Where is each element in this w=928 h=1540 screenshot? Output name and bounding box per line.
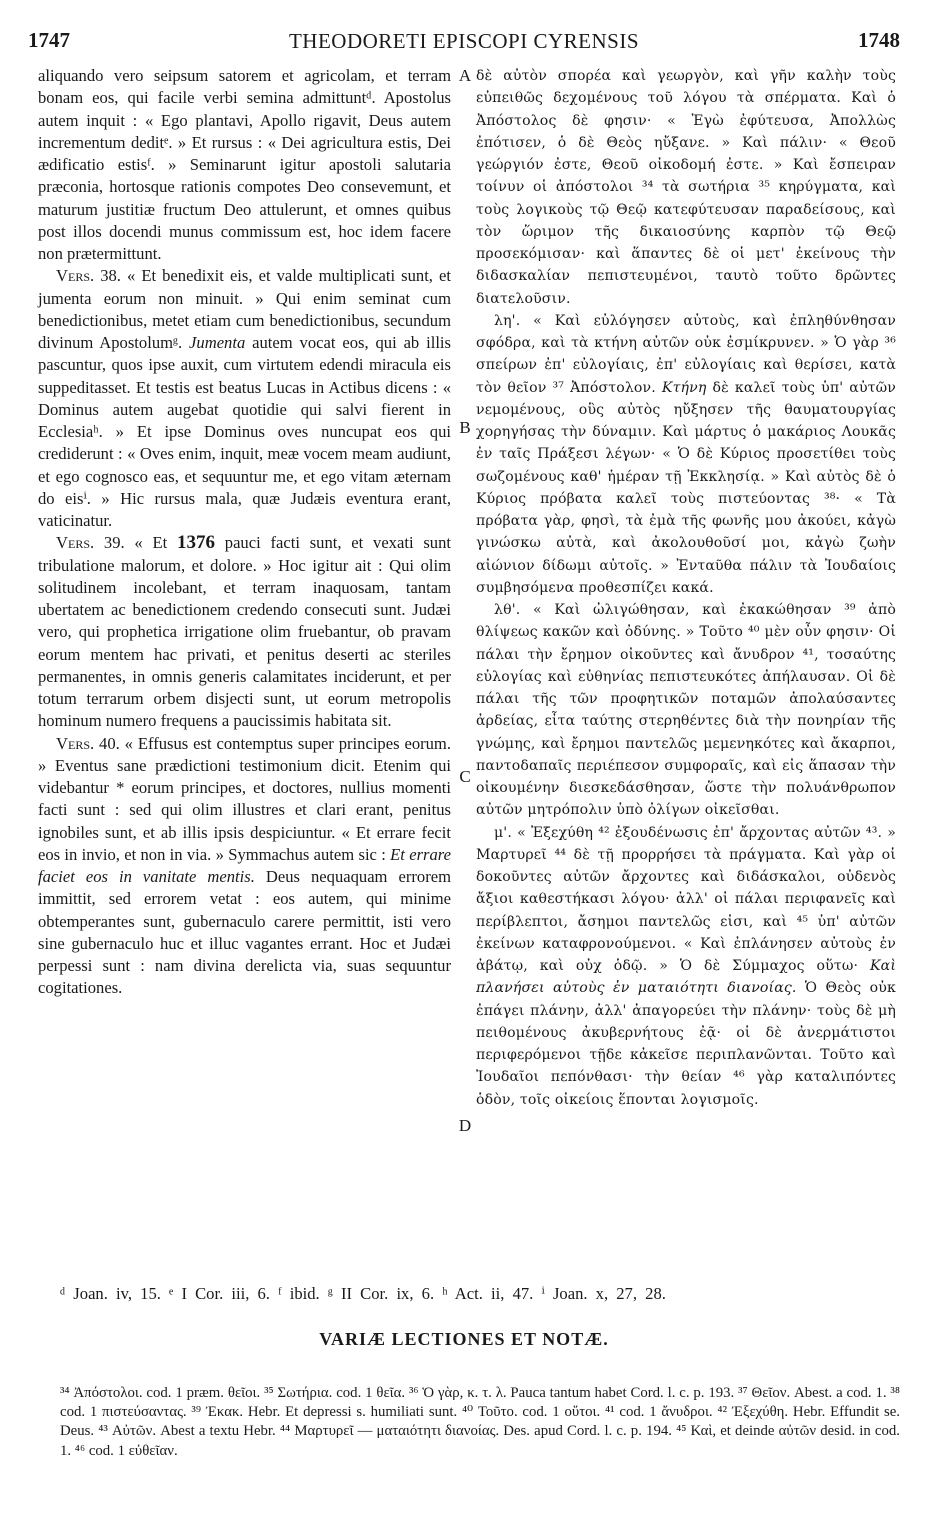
latin-verse-39 (38, 532, 451, 732)
greek-paragraph-1: δὲ αὐτὸν σπορέα καὶ γεωργὸν, καὶ γῆν καλὴν τοὺς εὐπειθῶς δεχομένους τοῦ λόγου τὰ σπέρματα. Καὶ ὁ Ἀπόστολος δὲ φησιν· « Ἐγὼ ἐφύτευσα, Ἀπολλὼς ἐπότισεν, ὁ δὲ Θεὸς ηὔξανε. » Καὶ πάλιν· « Θεοῦ γεώργιόν ἐστε, Θεοῦ οἰκοδομή ἐστε. » Καὶ ἔσπειραν τοίνυν οἱ ἀπόστολοι ³⁴ τὰ σωτήρια ³⁵ κηρύγματα, καὶ τοὺς λογικοὺς τῷ Θεῷ κατεφύτευσαν παραδείσους, καὶ τὸν ὥριμον τῆς δικαιοσύνης καρπὸν τῷ Θεῷ προσεκόμισαν· καὶ ἅπαντες δὲ οἱ μετ' ἐκείνους τὴν διδασκαλίαν πεπιστευμένοι, ταυτὸ τοῦτο δρῶντες διατελοῦσιν. (476, 68, 896, 307)
page-number-left: 1747 (28, 28, 70, 52)
page-header (28, 28, 900, 64)
verse-text: autem vocat eos, qui ab illis pascuntur, quos ipse auxit, cum virtutem edendi miracula eis suppeditasset. Et testis est beatus Lucas in Actibus dicens : « Dominus autem augebat quotidie qui salvi fierent in Ecclesiaʰ. » Et ipse Dominus oves nuncupat eos qui crediderunt : « Oves enim, inquit, meæ vocem meam audiunt, et ego cognosco eas, et sequuntur me, et ego vitam æternam do eisⁱ. » Hic rursus mala, quæ Judæis eventura erant, vaticinatur. (38, 333, 452, 530)
margin-letter-d: D (458, 1116, 472, 1135)
italic-text: Καὶ πλανήσει αὐτοὺς ἐν ματαιότητι διανοίας. (476, 958, 896, 997)
greek-verse-38 (476, 310, 896, 599)
verse-text: Ὁ Θεὸς οὐκ ἐπάγει πλάνην, ἀλλ' ἀπαγορεύει τὴν πλάνην· τοὺς δὲ μὴ πειθομένους ἀκυβερνήτους ἐᾷ· οἱ δὲ ἀνερμάτιστοι περιφερόμενοι τῇδε κἀκεῖσε περιπλανῶνται. Τοῦτο καὶ Ἰουδαῖοι πεπόνθασι· τὴν θείαν ⁴⁶ γὰρ καταλιπόντες ὁδὸν, τοῖς οἰκείοις ἕπονται λογισμοῖς. (476, 980, 896, 1108)
greek-verse-39: λθ'. « Καὶ ὠλιγώθησαν, καὶ ἐκακώθησαν ³⁹ ἀπὸ θλίψεως κακῶν καὶ ὀδύνης. » Τοῦτο ⁴⁰ μὲν οὖν φησιν· Οἱ πάλαι τὴν ἔρημον οἰκοῦντες καὶ ἄνυδρον ⁴¹, τοσαύτης εὐλογίας καὶ εὐθηνίας πεπιστευκότες ἀπήλαυσαν. Οἱ δὲ πάλαι τῆς τῶν προφητικῶν ποταμῶν ἀπολαύσαντες ἀρδείας, εἶτα ταύτης στερηθέντες διὰ τὴν πονηρίαν τῆς γνώμης, καὶ ἔρημοι παντελῶς μεμενηκότες καὶ ἄκαρποι, παντοδαπαῖς περιέπεσον συμφοραῖς, καὶ εἰς ἅπασαν τὴν οἰκουμένην διεσκεδάσθησαν, ὥστε τὴν πολυάνθρωπον αὐτῶν μητρόπολιν ὑπὸ ὀλίγων οἰκεῖσθαι. (476, 602, 896, 819)
verse-text: pauci facti sunt, et vexati sunt tribulatione malorum, et dolore. » Hoc igitur ait : Qui olim solitudinem incolebant, et terram inaquosam, tantam ubertatem ac benedictionem credendo consecuti sunt. Judæi vero, qui prophetica irrigatione olim fruebantur, ob pravam eorum mentem hac privati, et penitus deserti ac steriles permanentes, in omnis generis calamitates inciderunt, et per totum terrarum orbem disjecti sunt, ut eorum metropolis hominum numero frequens a paucissimis habitata sit. (38, 533, 451, 731)
latin-paragraph-1: aliquando vero seipsum satorem et agricolam, et terram bonam eos, qui facile verbi semina admittuntᵈ. Apostolus autem inquit : « Ego plantavi, Apollo rigavit, Deus autem incrementum deditᵉ. » Et rursus : « Dei agricultura estis, Dei ædificatio estisᶠ. » Seminarunt igitur apostoli salutaria præconia, hortosque rationis compotes Deo consevemunt, et maturum justitiæ fructum Deo attulerunt, et omnes quibus post illos docendi munus commissum est, hoc idem facere non prætermittunt. (38, 66, 451, 263)
margin-letter-c: C (459, 767, 471, 786)
varia-notes (60, 1384, 900, 1461)
verse-label: Vers. (56, 733, 95, 753)
margin-letter-a: A (458, 66, 472, 85)
italic-text: Κτήνη (661, 379, 707, 396)
verse-text: 40. « Effusus est contemptus super principes eorum. » Eventus sane prædictioni testimonium dicit. Etenim qui videbantur * eorum principes, et doctores, nullius momenti facti sunt : sed qui olim illustres et clari erant, penitus ignobiles sunt, et ab illis ipsis despiciuntur. « Et errare fecit eos in invio, et non in via. » Symmachus autem sic : (38, 733, 451, 864)
running-title: THEODORETI EPISCOPI CYRENSIS (288, 29, 640, 53)
verse-label: Vers. (56, 533, 95, 553)
latin-verse-40 (38, 733, 451, 1000)
italic-text: Et errare faciet eos in vanitate mentis. (38, 844, 451, 886)
verse-label: Vers. (56, 266, 95, 286)
footnotes: ᵈ Joan. iv, 15. ᵉ I Cor. iii, 6. ᶠ ibid. ᵍ II Cor. ix, 6. ʰ Act. ii, 47. ⁱ Joan. x, 27, 28. (60, 1284, 666, 1303)
italic-text: Jumenta (189, 333, 246, 352)
latin-verse-38 (38, 265, 451, 532)
verse-text: μ'. « Ἐξεχύθη ⁴² ἐξουδένωσις ἐπ' ἄρχοντας αὐτῶν ⁴³. » Μαρτυρεῖ ⁴⁴ δὲ τῇ προρρήσει τὰ πράγματα. Καὶ γὰρ οἱ δοκοῦντες αὐτῶν ἄρχοντες καὶ διδάσκαλοι, οὐδενὸς ἄξιοι καθεστήκασι λόγου· ἀλλ' οἱ πάλαι περιφανεῖς καὶ περίβλεπτοι, ἄσημοι παντελῶς εἰσι, καὶ ⁴⁵ ὑπ' αὐτῶν ἐκείνων καταφρονούμενοι. « Καὶ ἐπλάνησεν αὐτοὺς ἐν ἀβάτῳ, καὶ οὐχ ὁδῷ. » Ὁ δὲ Σύμμαχος οὕτω· (476, 824, 896, 974)
greek-column (476, 65, 896, 1111)
column-number: 1376 (177, 532, 215, 554)
varia-title: VARIÆ LECTIONES ET NOTÆ. (319, 1329, 609, 1349)
verse-text: δὲ καλεῖ τοὺς ὑπ' αὐτῶν νεμομένους, οὓς αὐτὸς ηὔξησεν τῆς θαυματουργίας χορηγήσας τὴν δύναμιν. Καὶ μάρτυς ὁ μακάριος Λουκᾶς ἐν ταῖς Πράξεσι λέγων· « Ὁ δὲ Κύριος προσετίθει τοὺς σωζομένους καθ' ἡμέραν τῇ Ἐκκλησίᾳ. » Καὶ αὐτὸς δὲ ὁ Κύριος πρόβατα καλεῖ τοὺς πιστεύοντας ³⁸· « Τὰ πρόβατα γὰρ, φησὶ, τὰ ἐμὰ τῆς φωνῆς μου ἀκούει, κἀγὼ γινώσκω αὐτὰ, καὶ ἀκολουθοῦσί μοι, κἀγὼ ζωὴν αἰώνιον δίδωμι αὐτοῖς. » Ἐνταῦθα πάλιν τὰ Ἰουδαίοις συμβησόμενα προθεσπίζει κακά. (476, 379, 896, 596)
margin-letter-b: B (459, 418, 471, 437)
verse-text: Deus nequaquam errorem immittit, sed errorem vetat : eos autem, qui minime obtemperantes sunt, gubernaculo carere permittit, isti vero sine gubernaculo huc et illuc vagantes errant. Hoc et Judæi perpessi sunt : nam divina derelicta via, suas sequuntur cogitationes. (38, 867, 451, 998)
verse-text: 38. « Et benedixit eis, et valde multiplicati sunt, et jumenta eorum non minuit. » Qui enim seminat cum benedictionibus, metet etiam cum benedictionibus, secundum divinum Apostolumᵍ. (38, 266, 451, 352)
verse-text: 39. « Et (94, 533, 177, 553)
varia-text: ³⁴ Ἀπόστολοι. cod. 1 præm. θεῖοι. ³⁵ Σωτήρια. cod. 1 θεῖα. ³⁶ Ὁ γὰρ, κ. τ. λ. Pauca tantum habet Cord. l. c. p. 193. ³⁷ Θεῖον. Abest. a cod. 1. ³⁸ cod. 1 πιστεύσαντας. ³⁹ Ἐκακ. Hebr. Et depressi s. humiliati sunt. ⁴⁰ Τοῦτο. cod. 1 οὕτοι. ⁴¹ cod. 1 ἄνυδροι. ⁴² Ἐξεχύθη. Hebr. Effundit se. Deus. ⁴³ Αὐτῶν. Abest a textu Hebr. ⁴⁴ Μαρτυρεῖ — ματαιότητι διανοίας. Des. apud Cord. l. c. p. 194. ⁴⁵ Καὶ, et deinde αὐτῶν desid. in cod. 1. ⁴⁶ cod. 1 εὐθεῖαν. (60, 1385, 900, 1459)
latin-column (38, 65, 451, 1000)
page-number-right: 1748 (858, 28, 900, 52)
verse-text: λη'. « Καὶ εὐλόγησεν αὐτοὺς, καὶ ἐπληθύνθησαν σφόδρα, καὶ τὰ κτήνη αὐτῶν οὐκ ἐσμίκρυνεν. » Ὁ γὰρ ³⁶ σπείρων ἐπ' εὐλογίαις, ἐπ' εὐλογίαις καὶ θερίσει, κατὰ τὸν θεῖον ³⁷ Ἀπόστολον. (476, 312, 896, 396)
greek-verse-40 (476, 822, 896, 1111)
